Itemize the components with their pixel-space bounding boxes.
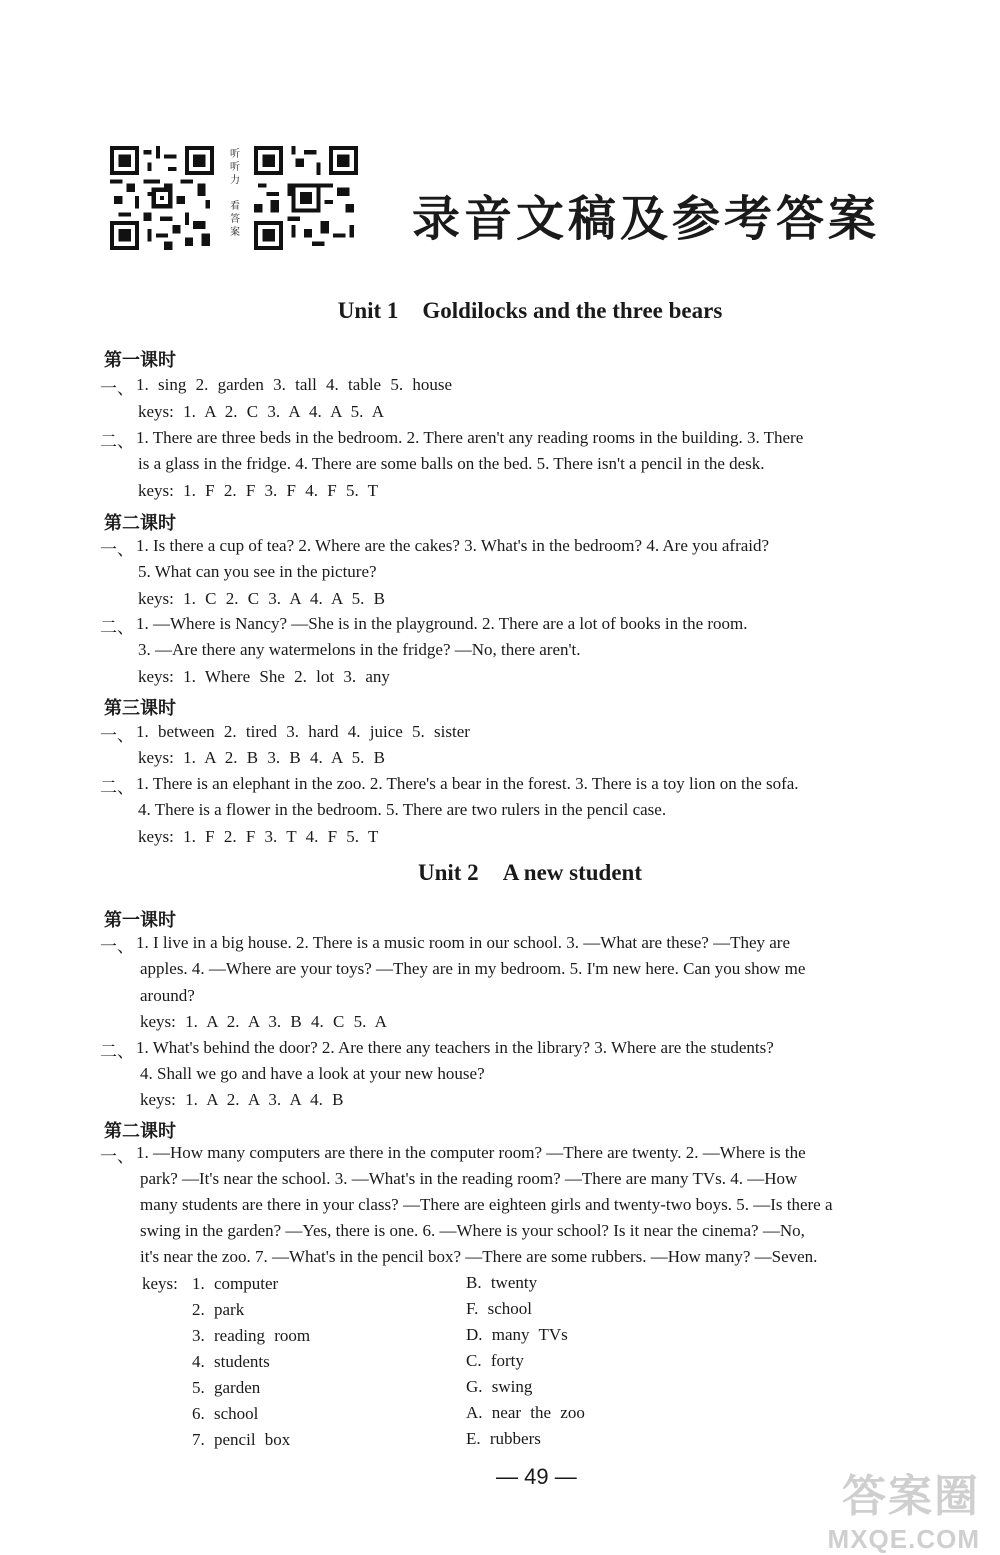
- answer-line: 1. What's behind the door? 2. Are there any teachers in the library? 3. Where are the students?: [136, 1038, 774, 1057]
- qr-caption-answers: 看答案: [230, 201, 240, 238]
- match-left: 1. computer: [192, 1274, 279, 1293]
- qr-code-listening[interactable]: [110, 146, 214, 250]
- answer-line: 1. There is an elephant in the zoo. 2. There's a bear in the forest. 3. There is a toy lion on the sofa.: [136, 774, 799, 793]
- page-number: — 49 —: [496, 1464, 577, 1489]
- section-marker: 二、: [100, 432, 134, 452]
- match-right: F. school: [466, 1299, 532, 1318]
- answer-line: keys: 1. F 2. F 3. F 4. F 5. T: [138, 481, 379, 500]
- match-right: D. many TVs: [466, 1325, 568, 1344]
- answer-line: 1. Is there a cup of tea? 2. Where are the cakes? 3. What's in the bedroom? 4. Are you afraid?: [136, 536, 770, 555]
- section-marker: 一、: [100, 540, 134, 560]
- answer-line: around?: [140, 986, 195, 1005]
- answer-line: 1. —How many computers are there in the computer room? —There are twenty. 2. —Where is the: [136, 1143, 806, 1162]
- answer-line: many students are there in your class? —There are eighteen girls and twenty-two boys. 5. —Is there a: [140, 1195, 833, 1214]
- unit-1-name: Goldilocks and the three bears: [422, 298, 723, 323]
- match-right: C. forty: [466, 1351, 524, 1370]
- answer-line: keys: 1. A 2. C 3. A 4. A 5. A: [138, 402, 385, 421]
- answer-line: apples. 4. —Where are your toys? —They are in my bedroom. 5. I'm new here. Can you show me: [140, 959, 806, 978]
- answer-line: keys: 1. A 2. A 3. A 4. B: [140, 1090, 344, 1109]
- section-marker: 一、: [100, 937, 134, 957]
- answer-line: 1. There are three beds in the bedroom. 2. There aren't any reading rooms in the building. 3. There: [136, 428, 804, 447]
- answer-line: 3. —Are there any watermelons in the fridge? —No, there aren't.: [138, 640, 581, 659]
- answer-line: keys: 1. A 2. B 3. B 4. A 5. B: [138, 748, 385, 767]
- answer-line: 1. between 2. tired 3. hard 4. juice 5. sister: [136, 722, 470, 741]
- section-marker: 二、: [100, 618, 134, 638]
- match-left: 6. school: [192, 1404, 259, 1423]
- match-right: A. near the zoo: [466, 1403, 585, 1422]
- answer-line: keys: 1. A 2. A 3. B 4. C 5. A: [140, 1012, 387, 1031]
- answer-line: 1. —Where is Nancy? —She is in the playground. 2. There are a lot of books in the room.: [136, 614, 748, 633]
- answer-line: 1. I live in a big house. 2. There is a music room in our school. 3. —What are these? —They are: [136, 933, 791, 952]
- lesson-title: 第二课时: [104, 1121, 176, 1142]
- answer-line: keys: 1. F 2. F 3. T 4. F 5. T: [138, 827, 379, 846]
- match-left: 4. students: [192, 1352, 270, 1371]
- keys-label: keys:: [142, 1274, 178, 1293]
- section-marker: 二、: [100, 1042, 134, 1062]
- answer-line: 4. There is a flower in the bedroom. 5. There are two rulers in the pencil case.: [138, 800, 667, 819]
- answer-line: keys: 1. Where She 2. lot 3. any: [138, 667, 390, 686]
- page-title: 录音文稿及参考答案: [412, 191, 881, 247]
- lesson-title: 第二课时: [104, 513, 176, 534]
- match-left: 7. pencil box: [192, 1430, 291, 1449]
- qr-code-answers[interactable]: [254, 146, 358, 250]
- answer-line: 1. sing 2. garden 3. tall 4. table 5. house: [136, 375, 453, 394]
- answer-line: is a glass in the fridge. 4. There are some balls on the bed. 5. There isn't a pencil in the desk.: [138, 454, 765, 473]
- qr-caption-listen: 听听力: [230, 149, 240, 186]
- match-right: G. swing: [466, 1377, 533, 1396]
- section-marker: 二、: [100, 778, 134, 798]
- section-marker: 一、: [100, 379, 134, 399]
- watermark: [828, 1460, 980, 1555]
- answer-line: 4. Shall we go and have a look at your new house?: [140, 1064, 485, 1083]
- unit-2-title: [0, 860, 1000, 886]
- unit-1-title: [0, 298, 1000, 324]
- answer-line: it's near the zoo. 7. —What's in the pencil box? —There are some rubbers. —How many? —Seven.: [140, 1247, 818, 1266]
- match-left: 3. reading room: [192, 1326, 311, 1345]
- section-marker: 一、: [100, 726, 134, 746]
- unit-2-name: A new student: [502, 860, 642, 885]
- match-left: 5. garden: [192, 1378, 261, 1397]
- answer-line: swing in the garden? —Yes, there is one. 6. —Where is your school? Is it near the cinema? —No,: [140, 1221, 805, 1240]
- match-right: B. twenty: [466, 1273, 538, 1292]
- watermark-logo-text: 答案圈: [842, 1472, 980, 1521]
- watermark-url: MXQE.COM: [827, 1524, 980, 1554]
- match-left: 2. park: [192, 1300, 245, 1319]
- answer-line: park? —It's near the school. 3. —What's in the reading room? —There are many TVs. 4. —How: [140, 1169, 798, 1188]
- answer-line: 5. What can you see in the picture?: [138, 562, 377, 581]
- lesson-title: 第三课时: [104, 698, 176, 719]
- unit-2-label: Unit 2: [417, 860, 479, 885]
- lesson-title: 第一课时: [104, 350, 176, 371]
- lesson-title: 第一课时: [104, 910, 176, 931]
- match-right: E. rubbers: [466, 1429, 541, 1448]
- answer-line: keys: 1. C 2. C 3. A 4. A 5. B: [138, 589, 385, 608]
- unit-1-label: Unit 1: [337, 298, 399, 323]
- section-marker: 一、: [100, 1147, 134, 1167]
